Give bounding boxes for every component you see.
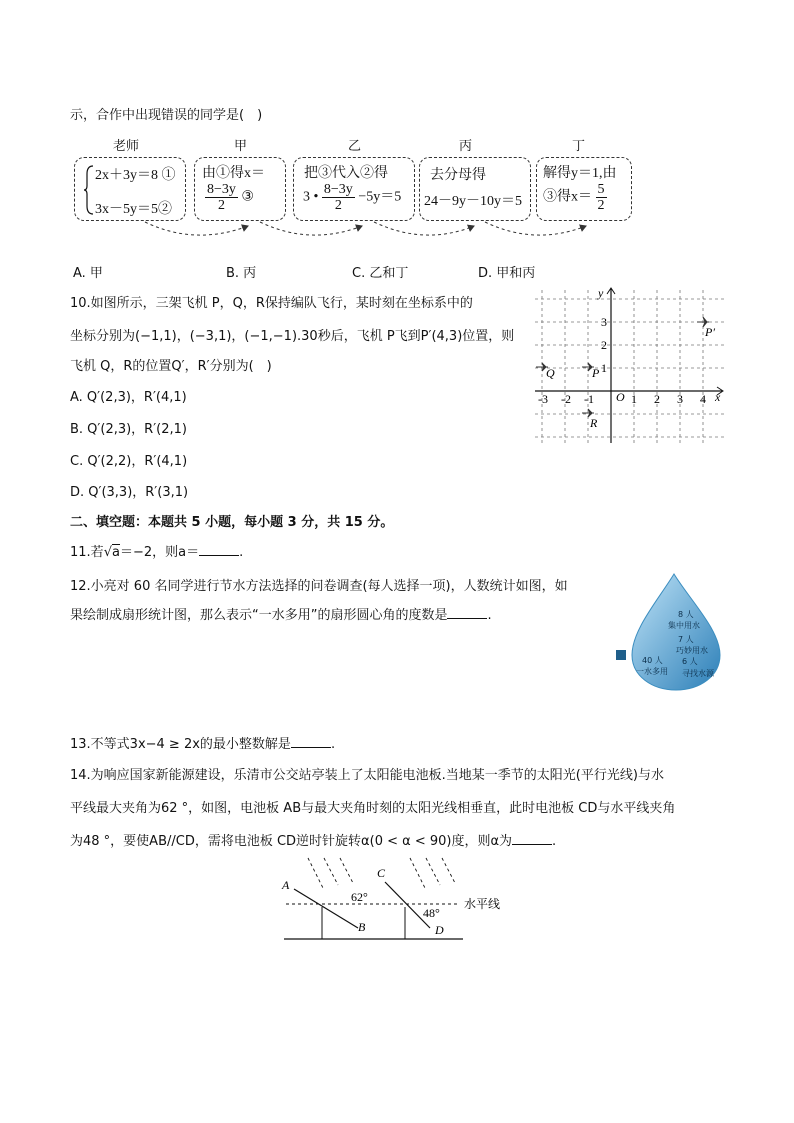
role-jia: 甲: [234, 139, 248, 154]
q12-line1: 12.小亮对 60 名同学进行节水方法选择的问卷调查(每人选择一项)，人数统计如图，如: [70, 579, 568, 594]
q9-stem: 示，合作中出现错误的同学是( ): [70, 108, 263, 123]
brace-icon: [83, 164, 95, 216]
svg-text:8 人: 8 人: [678, 610, 694, 619]
q10-line2: 坐标分别为(−1,1)，(−3,1)，(−1,−1).30秒后，飞机 P飞到P′(4,3)位置，则: [70, 329, 515, 344]
x-tick: -1: [584, 392, 594, 406]
yi-box: [293, 157, 415, 221]
q13-answer-blank[interactable]: [291, 736, 331, 748]
q12-line2: 果绘制成扇形统计图，那么表示“一水多用”的扇形圆心角的度数是 .: [70, 608, 492, 623]
svg-text:D: D: [435, 923, 444, 937]
q11: 11.若√a＝−2，则a＝ .: [70, 545, 244, 560]
svg-text:C: C: [377, 866, 386, 880]
q14-line1: 14.为响应国家新能源建设，乐清市公交站亭装上了太阳能电池板.当地某一季节的太阳光(平行光线)与水: [70, 768, 664, 783]
q10-option-a: A. Q′(2,3)，R′(4,1): [70, 390, 187, 405]
svg-text:一水多用: 一水多用: [636, 667, 668, 676]
role-teacher: 老师: [113, 139, 140, 154]
q9-option-b: B. 丙: [226, 266, 257, 281]
yi-post: −5y＝5: [358, 189, 402, 205]
teacher-eq1: 2x＋3y＝8 ①: [95, 168, 176, 183]
panel-cd: [385, 882, 430, 928]
q10-option-d: D. Q′(3,3)，R′(3,1): [70, 485, 189, 500]
q10-line3: 飞机 Q，R的位置Q′，R′分别为( ): [70, 359, 272, 374]
q10-line1: 10.如图所示，三架飞机 P，Q，R保持编队飞行，某时刻在坐标系中的: [70, 296, 473, 311]
x-tick: 3: [677, 392, 683, 406]
ding-fraction: $\frac{5}{2}$: [597, 182, 605, 213]
jia-line1: 由①得x＝: [202, 166, 265, 181]
panel-ab: [294, 889, 358, 928]
point-r-label: R: [590, 416, 598, 430]
q14-solar-panel-figure: [278, 855, 518, 945]
water-drop-figure: [612, 570, 730, 695]
role-ding: 丁: [572, 139, 586, 154]
jia-tag: ③: [241, 189, 254, 205]
point-pprime-label: P′: [705, 325, 715, 339]
ding-pre: ③得x＝: [543, 189, 592, 205]
q11-radicand: a: [111, 545, 120, 560]
origin-label: O: [616, 390, 625, 404]
q14-line3: 为48 °，要使AB//CD，需将电池板 CD逆时针旋转α(0 < α < 90)度，则α为 .: [70, 834, 557, 849]
flow-arrows: [140, 218, 600, 248]
q9-option-c: C. 乙和丁: [352, 266, 409, 281]
q10-option-c: C. Q′(2,2)，R′(4,1): [70, 454, 188, 469]
q9-option-a: A. 甲: [73, 266, 103, 281]
bing-line2: 24－9y－10y＝5: [424, 194, 522, 209]
x-tick: 1: [631, 392, 637, 406]
svg-text:巧妙用水: 巧妙用水: [676, 646, 708, 655]
x-tick: 4: [700, 392, 706, 406]
section2-heading: 二、填空题：本题共 5 小题，每小题 3 分，共 15 分。: [70, 515, 394, 530]
q13: 13.不等式3x−4 ≥ 2x的最小整数解是 .: [70, 737, 336, 752]
q14-answer-blank[interactable]: [512, 833, 552, 845]
x-tick: -2: [561, 392, 571, 406]
bing-line1: 去分母得: [430, 168, 486, 183]
ding-line1: 解得y＝1,由: [543, 166, 617, 181]
q12-answer-blank[interactable]: [447, 607, 487, 619]
y-tick: 3: [601, 315, 607, 329]
svg-text:62°: 62°: [351, 890, 368, 904]
x-tick: 2: [654, 392, 660, 406]
y-tick: 1: [601, 361, 607, 375]
jia-fraction: $\frac{8-3y}{2}$: [207, 182, 236, 213]
q14-line2: 平线最大夹角为62 °，如图，电池板 AB与最大夹角时刻的太阳光线相垂直，此时电池板 CD与水平线夹角: [70, 801, 676, 816]
bing-box: [419, 157, 531, 221]
y-axis-label: y: [598, 286, 604, 300]
q11-answer-blank[interactable]: [199, 544, 239, 556]
yi-fraction: $\frac{8-3y}{2}$: [323, 182, 353, 213]
role-yi: 乙: [348, 139, 362, 154]
teacher-box: [74, 157, 186, 221]
q10-option-b: B. Q′(2,3)，R′(2,1): [70, 422, 187, 437]
point-q-label: Q: [546, 366, 555, 380]
svg-text:A: A: [282, 878, 290, 892]
role-bing: 丙: [459, 139, 473, 154]
q10-coordinate-grid: [530, 285, 730, 445]
jia-box: [194, 157, 286, 221]
svg-text:B: B: [358, 920, 366, 934]
yi-line1: 把③代入②得: [304, 166, 388, 181]
yi-pre: 3 •: [303, 189, 319, 205]
point-p-label: P: [592, 366, 600, 380]
y-tick: 2: [601, 338, 607, 352]
x-axis-label: x: [715, 390, 721, 404]
teacher-eq2: 3x－5y＝5②: [95, 202, 172, 217]
ding-box: [536, 157, 632, 221]
svg-text:7 人: 7 人: [678, 635, 694, 644]
svg-text:48°: 48°: [423, 906, 440, 920]
svg-text:寻找水源: 寻找水源: [682, 669, 714, 678]
svg-text:40 人: 40 人: [642, 656, 663, 665]
svg-text:水平线: 水平线: [464, 897, 501, 911]
x-tick: -3: [538, 392, 548, 406]
q9-option-d: D. 甲和丙: [478, 266, 536, 281]
svg-text:6 人: 6 人: [682, 657, 698, 666]
svg-text:集中用水: 集中用水: [668, 621, 700, 630]
